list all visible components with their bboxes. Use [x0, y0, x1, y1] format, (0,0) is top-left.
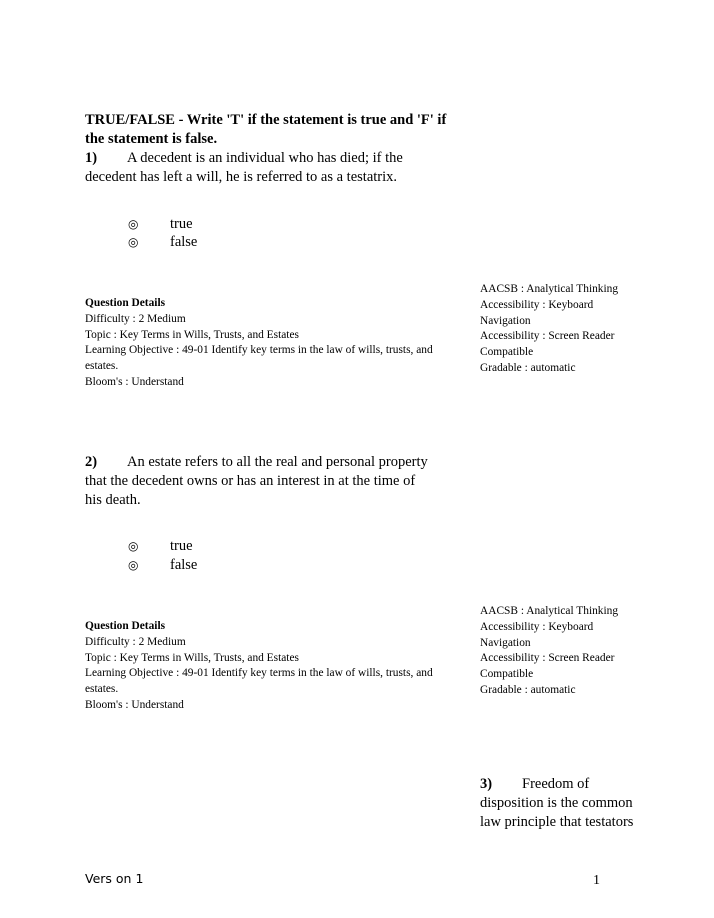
option-true[interactable]	[128, 537, 193, 556]
option-true[interactable]	[128, 215, 193, 234]
topic: Topic : Key Terms in Wills, Trusts, and Estates	[85, 651, 299, 664]
question-3	[480, 775, 640, 832]
option-label: false	[170, 234, 198, 250]
option-label: true	[170, 216, 193, 232]
learning-objective: Learning Objective : 49-01 Identify key terms in the law of wills, trusts, and estates.	[85, 667, 433, 696]
learning-objective: Learning Objective : 49-01 Identify key terms in the law of wills, trusts, and estates.	[85, 344, 433, 373]
radio-button-icon[interactable]: ◎	[128, 539, 139, 553]
question-metadata	[480, 604, 630, 699]
question-text: An estate refers to all the real and personal property that the decedent owns or has an interest in at the time of his death.	[85, 454, 428, 508]
accessibility-keyboard: Accessibility : Keyboard Navigation	[480, 620, 594, 649]
option-label: false	[170, 557, 198, 573]
question-details	[85, 296, 435, 391]
aacsb: AACSB : Analytical Thinking	[480, 283, 619, 295]
blooms: Bloom's : Understand	[85, 698, 184, 711]
difficulty: Difficulty : 2 Medium	[85, 312, 186, 325]
topic: Topic : Key Terms in Wills, Trusts, and Estates	[85, 328, 299, 341]
question-details	[85, 619, 435, 714]
section-heading: TRUE/FALSE - Write 'T' if the statement is true and 'F' if the statement is false.	[85, 112, 447, 147]
option-label: true	[170, 538, 193, 554]
page-number: 1	[593, 873, 600, 888]
difficulty: Difficulty : 2 Medium	[85, 635, 186, 648]
blooms: Bloom's : Understand	[85, 375, 184, 388]
question-text: Freedom of disposition is the common law principle that testators	[480, 776, 634, 830]
question-1	[85, 149, 425, 187]
gradable: Gradable : automatic	[480, 361, 576, 374]
option-false[interactable]	[128, 233, 197, 252]
question-metadata	[480, 282, 630, 377]
radio-button-icon[interactable]: ◎	[128, 235, 139, 249]
question-text: A decedent is an individual who has died; if the decedent has left a will, he is referred to as a testatrix.	[85, 150, 403, 185]
option-false[interactable]	[128, 556, 197, 575]
question-number: 2)	[85, 454, 98, 470]
radio-button-icon[interactable]: ◎	[128, 558, 139, 572]
aacsb: AACSB : Analytical Thinking	[480, 605, 619, 617]
question-number: 3)	[480, 776, 493, 792]
gradable: Gradable : automatic	[480, 683, 576, 696]
question-number: 1)	[85, 150, 98, 166]
details-title: Question Details	[85, 297, 166, 309]
accessibility-screen-reader: Accessibility : Screen Reader Compatible	[480, 330, 615, 359]
question-2	[85, 453, 435, 510]
details-title: Question Details	[85, 620, 166, 632]
footer-version: Vers on 1	[85, 871, 144, 886]
radio-button-icon[interactable]: ◎	[128, 217, 139, 231]
accessibility-keyboard: Accessibility : Keyboard Navigation	[480, 298, 594, 327]
accessibility-screen-reader: Accessibility : Screen Reader Compatible	[480, 652, 615, 681]
